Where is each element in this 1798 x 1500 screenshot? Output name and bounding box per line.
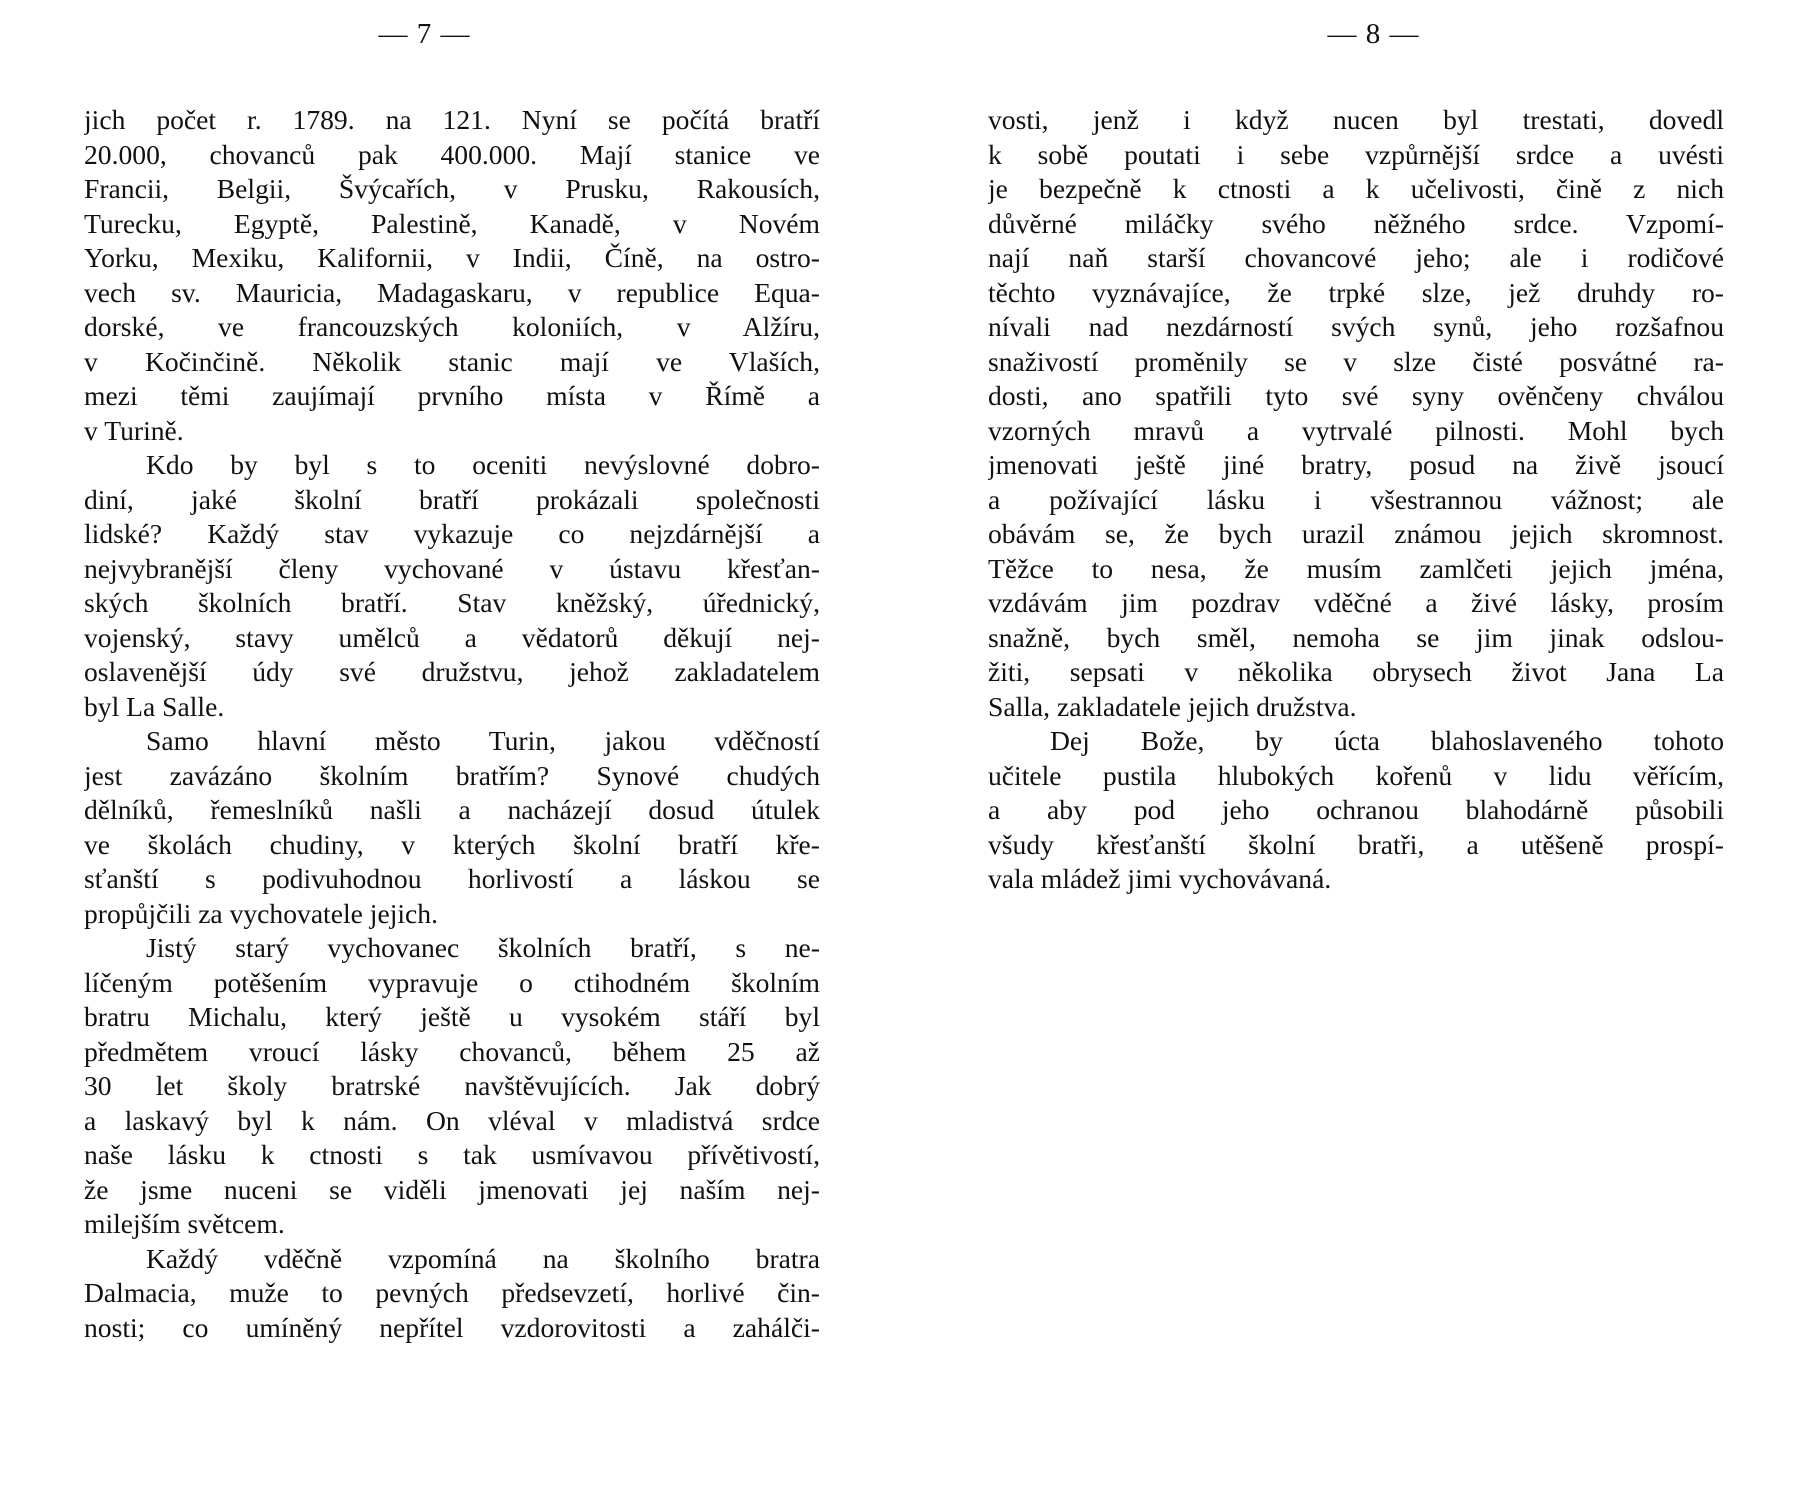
text-line: jich počet r. 1789. na 121. Nyní se počítá bratří — [84, 104, 820, 135]
text-line: Dalmacia, muže to pevných předsevzetí, horlivé čin- — [84, 1277, 820, 1308]
text-line: Těžce to nesa, že musím zamlčeti jejich jména, — [988, 552, 1724, 584]
text-line: oslavenější údy své družstvu, jehož zakladatelem — [84, 656, 820, 687]
text-line: diní, jaké školní bratří prokázali společnosti — [84, 483, 820, 515]
text-line: důvěrné miláčky svého něžného srdce. Vzpomí- — [988, 207, 1724, 239]
text-line: Samo hlavní město Turin, jakou vděčností — [146, 725, 820, 756]
text-line: obávám se, že bych urazil známou jejich skromnost. — [988, 518, 1724, 549]
text-line: v Turině. — [84, 414, 184, 446]
text-line: Turecku, Egyptě, Palestině, Kanadě, v Novém — [84, 207, 820, 239]
text-line: byl La Salle. — [84, 690, 225, 722]
text-line: ských školních bratří. Stav kněžský, úřednický, — [84, 587, 820, 618]
text-line: Každý vděčně vzpomíná na školního bratra — [146, 1242, 820, 1274]
text-line: a aby pod jeho ochranou blahodárně působili — [988, 794, 1724, 825]
text-line: ve školách chudiny, v kterých školní bratří kře- — [84, 828, 820, 860]
text-line: líčeným potěšením vypravuje o ctihodném školním — [84, 966, 820, 998]
text-line: milejším světcem. — [84, 1208, 285, 1239]
text-line: nívali nad nezdárností svých synů, jeho rozšafnou — [988, 311, 1724, 342]
text-line: žiti, sepsati v několika obrysech život Jana La — [988, 656, 1724, 687]
text-line: dosti, ano spatřili tyto své syny ověnčeny chválou — [988, 380, 1724, 411]
text-line: jmenovati ještě jiné bratry, posud na živě jsoucí — [988, 449, 1724, 480]
text-line: Jistý starý vychovanec školních bratří, s ne- — [146, 932, 820, 963]
text-line: vzdávám jim pozdrav vděčné a živé lásky, prosím — [988, 587, 1724, 618]
text-line: bratru Michalu, který ještě u vysokém stáří byl — [84, 1001, 820, 1032]
text-line: je bezpečně k ctnosti a k učelivosti, čině z nich — [988, 173, 1724, 204]
text-line: Kdo by byl s to oceniti nevýslovné dobro- — [146, 449, 820, 480]
text-line: Dej Bože, by úcta blahoslaveného tohoto — [1050, 725, 1724, 756]
text-line: propůjčili za vychovatele jejich. — [84, 897, 438, 929]
page-right — [899, 0, 1798, 1500]
text-line: Francii, Belgii, Švýcařích, v Prusku, Rakousích, — [84, 173, 820, 204]
text-line: vojenský, stavy umělců a vědatorů děkují nej- — [84, 621, 820, 653]
text-line: vech sv. Mauricia, Madagaskaru, v republice Equa- — [84, 276, 820, 308]
text-line: snažně, bych směl, nemoha se jim jinak odslou- — [988, 621, 1724, 653]
text-line: předmětem vroucí lásky chovanců, během 25 až — [84, 1035, 820, 1067]
text-line: vosti, jenž i když nucen byl trestati, dovedl — [988, 104, 1724, 135]
text-line: Yorku, Mexiku, Kalifornii, v Indii, Číně, na ostro- — [84, 242, 820, 273]
text-line: všudy křesťanští školní bratři, a utěšeně prospí- — [988, 828, 1724, 860]
text-line: Salla, zakladatele jejich družstva. — [988, 690, 1357, 722]
page-number: — 7 — — [378, 18, 471, 50]
text-line: učitele pustila hlubokých kořenů v lidu věřícím, — [988, 759, 1724, 791]
text-line: jest zavázáno školním bratřím? Synové chudých — [84, 759, 820, 791]
text-line: těchto vyznávajíce, že trpké slze, jež druhdy ro- — [988, 276, 1724, 308]
text-column — [84, 103, 820, 1345]
text-line: že jsme nuceni se viděli jmenovati jej naším nej- — [84, 1173, 820, 1205]
text-line: v Kočinčině. Několik stanic mají ve Vlaších, — [84, 345, 820, 377]
text-line: nejvybranější členy vychované v ústavu křesťan- — [84, 552, 820, 584]
text-line: k sobě poutati i sebe vzpůrnější srdce a uvésti — [988, 138, 1724, 170]
text-line: nají naň starší chovancové jeho; ale i rodičové — [988, 242, 1724, 273]
text-line: nosti; co umíněný nepřítel vzdorovitosti a zahálči- — [84, 1311, 820, 1343]
text-line: dělníků, řemeslníků našli a nacházejí dosud útulek — [84, 794, 820, 825]
text-line: sťanští s podivuhodnou horlivostí a láskou se — [84, 863, 820, 894]
text-line: vzorných mravů a vytrvalé pilnosti. Mohl bych — [988, 414, 1724, 446]
text-column — [988, 103, 1724, 897]
text-line: lidské? Každý stav vykazuje co nejzdárnější a — [84, 518, 820, 549]
text-line: naše lásku k ctnosti s tak usmívavou přívětivostí, — [84, 1139, 820, 1170]
text-line: 30 let školy bratrské navštěvujících. Jak dobrý — [84, 1070, 820, 1101]
text-line: 20.000, chovanců pak 400.000. Mají stanice ve — [84, 138, 820, 170]
text-line: snaživostí proměnily se v slze čisté posvátné ra- — [988, 345, 1724, 377]
text-line: mezi těmi zaujímají prvního místa v Římě a — [84, 380, 820, 411]
text-line: vala mládež jimi vychovávaná. — [988, 863, 1332, 894]
text-line: a požívající lásku i všestrannou vážnost; ale — [988, 483, 1724, 515]
text-line: dorské, ve francouzských koloniích, v Alžíru, — [84, 311, 820, 342]
page-number: — 8 — — [1327, 18, 1420, 50]
text-line: a laskavý byl k nám. On vléval v mladistvá srdce — [84, 1104, 820, 1136]
